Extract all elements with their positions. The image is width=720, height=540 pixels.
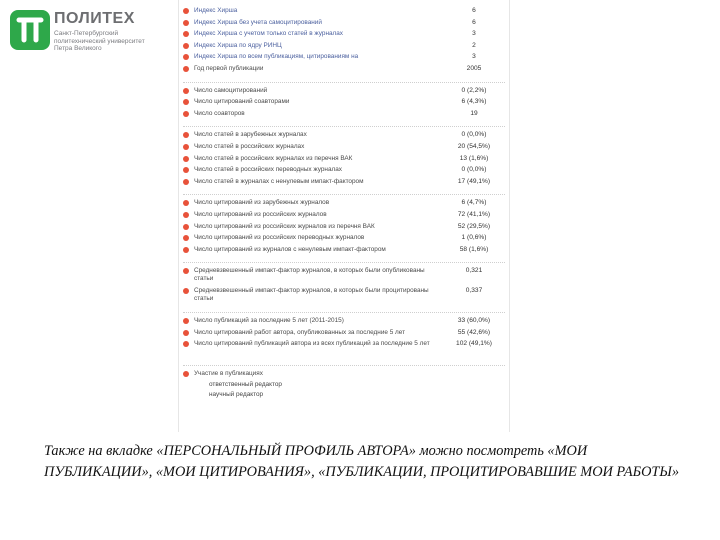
indicator-value[interactable]: 19 bbox=[470, 109, 478, 117]
indicator-value[interactable]: 13 (1,6%) bbox=[459, 154, 489, 162]
politech-logo-icon bbox=[10, 10, 50, 50]
logo-subtitle-line: политехнический университет bbox=[54, 37, 145, 45]
info-bullet-icon[interactable] bbox=[183, 200, 189, 206]
logo-name: ПОЛИТЕХ bbox=[54, 10, 135, 27]
indicator-row bbox=[179, 130, 509, 142]
indicator-row bbox=[179, 266, 509, 286]
info-bullet-icon[interactable] bbox=[183, 247, 189, 253]
info-bullet-icon[interactable] bbox=[183, 179, 189, 185]
indicator-label: Средневзвешенный импакт-фактор журналов, в которых были процитированы статьи bbox=[194, 287, 429, 302]
indicator-value[interactable]: 102 (49,1%) bbox=[456, 340, 492, 348]
indicator-label[interactable]: Индекс Хирша bbox=[194, 7, 238, 14]
indicator-label: Число статей в зарубежных журналах bbox=[194, 131, 307, 139]
indicator-value[interactable]: 6 bbox=[472, 18, 476, 26]
indicator-value[interactable]: 0 (2,2%) bbox=[461, 86, 487, 94]
indicator-row bbox=[179, 210, 509, 222]
indicator-value[interactable]: 20 (54,5%) bbox=[457, 142, 491, 150]
indicator-value[interactable]: 2005 bbox=[466, 64, 482, 72]
info-bullet-icon[interactable] bbox=[183, 88, 189, 94]
indicator-label: Число цитирований из российских переводных журналов bbox=[194, 234, 365, 242]
group-divider bbox=[183, 188, 505, 195]
indicator-row bbox=[179, 64, 509, 76]
indicator-value[interactable]: 6 (4,7%) bbox=[461, 199, 487, 207]
info-bullet-icon[interactable] bbox=[183, 66, 189, 72]
indicator-row bbox=[179, 154, 509, 166]
indicator-row bbox=[179, 316, 509, 328]
indicator-value[interactable]: 6 bbox=[472, 7, 476, 14]
group-divider bbox=[183, 120, 505, 127]
info-bullet-icon[interactable] bbox=[183, 8, 189, 14]
indicator-row bbox=[179, 198, 509, 210]
indicator-value[interactable]: 58 (1,6%) bbox=[459, 245, 489, 253]
author-profile-screenshot bbox=[178, 0, 510, 432]
indicator-row bbox=[179, 233, 509, 245]
info-bullet-icon[interactable] bbox=[183, 99, 189, 105]
group-divider bbox=[183, 76, 505, 83]
indicator-value[interactable]: 33 (60,0%) bbox=[457, 317, 491, 325]
indicator-label: Число статей в журналах с ненулевым импакт-фактором bbox=[194, 177, 364, 185]
indicator-label: Число цитирований из российских журналов bbox=[194, 210, 327, 218]
participation-role[interactable]: ответственный редактор bbox=[209, 381, 282, 389]
info-bullet-icon[interactable] bbox=[183, 268, 189, 274]
info-bullet-icon[interactable] bbox=[183, 288, 189, 294]
indicator-label: Число публикаций за последние 5 лет (2011-2015) bbox=[194, 317, 344, 325]
info-bullet-icon[interactable] bbox=[183, 212, 189, 218]
indicator-row bbox=[179, 142, 509, 154]
info-bullet-icon[interactable] bbox=[183, 318, 189, 324]
indicator-row bbox=[179, 41, 509, 53]
indicator-value[interactable]: 6 (4,3%) bbox=[461, 98, 487, 106]
participation-role[interactable]: научный редактор bbox=[209, 391, 264, 399]
indicator-row bbox=[179, 222, 509, 234]
indicator-group bbox=[179, 76, 509, 121]
indicator-row bbox=[179, 18, 509, 30]
logo-subtitle-line: Петра Великого bbox=[54, 45, 102, 52]
indicator-value[interactable]: 0 (0,0%) bbox=[461, 131, 487, 139]
logo-subtitle-line: Санкт-Петербургский bbox=[54, 30, 119, 37]
indicator-label: Число статей в российских журналах bbox=[194, 142, 305, 150]
info-bullet-icon[interactable] bbox=[183, 144, 189, 150]
indicator-value[interactable]: 52 (29,5%) bbox=[457, 222, 491, 230]
group-divider bbox=[183, 306, 505, 313]
info-bullet-icon[interactable] bbox=[183, 167, 189, 173]
indicator-label: Число цитирований из зарубежных журналов bbox=[194, 199, 330, 207]
indicator-group bbox=[179, 256, 509, 306]
indicator-value[interactable]: 0,321 bbox=[465, 267, 483, 275]
info-bullet-icon[interactable] bbox=[183, 111, 189, 117]
indicator-row bbox=[179, 177, 509, 189]
indicator-group bbox=[179, 188, 509, 256]
indicator-value[interactable]: 1 (0,6%) bbox=[461, 234, 487, 242]
indicator-value[interactable]: 17 (49,1%) bbox=[457, 177, 491, 185]
indicator-label: Число цитирований из журналов с ненулевым импакт-фактором bbox=[194, 245, 386, 253]
indicator-label: Год первой публикации bbox=[194, 64, 264, 72]
indicator-row bbox=[179, 245, 509, 257]
indicator-label: Число самоцитирований bbox=[194, 86, 268, 94]
indicator-value[interactable]: 55 (42,6%) bbox=[457, 328, 491, 336]
info-bullet-icon[interactable] bbox=[183, 31, 189, 37]
indicator-row bbox=[179, 286, 509, 306]
indicator-group bbox=[179, 306, 509, 359]
info-bullet-icon[interactable] bbox=[183, 330, 189, 336]
indicator-row bbox=[179, 29, 509, 41]
info-bullet-icon[interactable] bbox=[183, 156, 189, 162]
indicator-label[interactable]: Индекс Хирша без учета самоцитирований bbox=[194, 18, 322, 26]
slide-caption: Также на вкладке «ПЕРСОНАЛЬНЫЙ ПРОФИЛЬ АВТОРА» можно посмотреть «МОИ ПУБЛИКАЦИИ», «МОИ ЦИТИРОВАНИЯ», «ПУБЛИКАЦИИ, ПРОЦИТИРОВАВШИЕ МОИ РАБОТЫ» bbox=[44, 443, 679, 480]
indicator-value[interactable]: 72 (41,1%) bbox=[457, 210, 491, 218]
indicator-value[interactable]: 2 bbox=[472, 41, 476, 49]
indicator-row bbox=[179, 86, 509, 98]
indicator-row bbox=[179, 6, 509, 18]
indicator-label[interactable]: Индекс Хирша с учетом только статей в журналах bbox=[194, 30, 344, 38]
indicator-group bbox=[179, 120, 509, 188]
indicator-label[interactable]: Индекс Хирша по всем публикациям, цитированиям на bbox=[194, 53, 359, 61]
indicator-row bbox=[179, 165, 509, 177]
indicator-row bbox=[179, 109, 509, 121]
politech-logo bbox=[10, 8, 170, 52]
info-bullet-icon[interactable] bbox=[183, 371, 189, 377]
indicator-row bbox=[179, 52, 509, 64]
indicator-value[interactable]: 0 (0,0%) bbox=[461, 166, 487, 174]
info-bullet-icon[interactable] bbox=[183, 20, 189, 26]
indicator-row bbox=[179, 369, 509, 381]
indicator-label: Участие в публикациях bbox=[194, 370, 263, 378]
indicator-label: Средневзвешенный импакт-фактор журналов, в которых были опубликованы статьи bbox=[194, 267, 425, 282]
indicator-label: Число цитирований из российских журналов из перечня ВАК bbox=[194, 222, 375, 230]
info-bullet-icon[interactable] bbox=[183, 43, 189, 49]
indicator-row bbox=[179, 97, 509, 109]
indicator-label: Число статей в российских переводных журналах bbox=[194, 166, 342, 174]
indicator-label[interactable]: Индекс Хирша по ядру РИНЦ bbox=[194, 41, 282, 49]
indicator-value[interactable]: 3 bbox=[472, 53, 476, 61]
info-bullet-icon[interactable] bbox=[183, 224, 189, 230]
info-bullet-icon[interactable] bbox=[183, 132, 189, 138]
indicator-value[interactable] bbox=[439, 369, 509, 370]
indicator-value[interactable]: 3 bbox=[472, 30, 476, 38]
indicator-value[interactable]: 0,337 bbox=[465, 287, 483, 295]
logo-subtitle bbox=[54, 30, 174, 53]
info-bullet-icon[interactable] bbox=[183, 341, 189, 347]
indicator-label: Число цитирований соавторами bbox=[194, 98, 290, 106]
indicator-row bbox=[179, 328, 509, 340]
indicator-label: Число цитирований публикаций автора из всех публикаций за последние 5 лет bbox=[194, 340, 430, 348]
info-bullet-icon[interactable] bbox=[183, 54, 189, 60]
indicator-group bbox=[179, 0, 509, 76]
indicator-row bbox=[179, 339, 509, 359]
group-divider bbox=[183, 256, 505, 263]
indicator-label: Число статей в российских журналах из перечня ВАК bbox=[194, 154, 353, 162]
indicator-label: Число соавторов bbox=[194, 109, 245, 117]
indicator-label: Число цитирований работ автора, опубликованных за последние 5 лет bbox=[194, 328, 406, 336]
indicator-group bbox=[179, 359, 509, 401]
info-bullet-icon[interactable] bbox=[183, 235, 189, 241]
group-divider bbox=[183, 359, 505, 366]
